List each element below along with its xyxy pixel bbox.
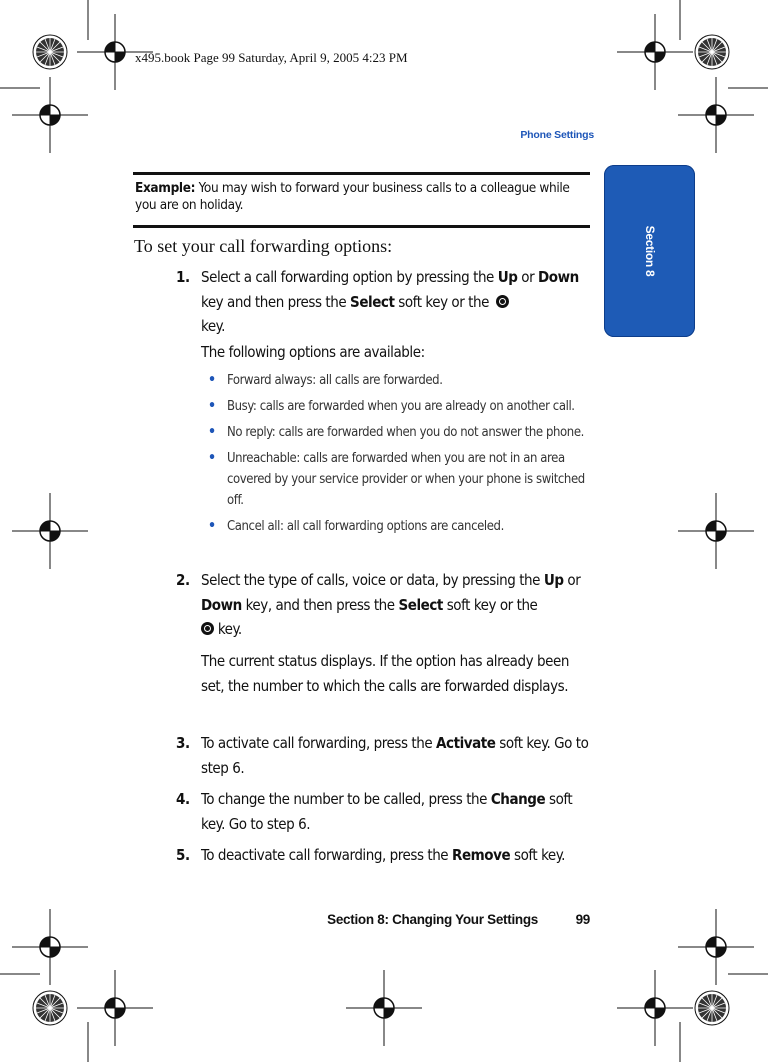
section-tab-label: Section 8 bbox=[642, 225, 657, 277]
step-1 bbox=[176, 265, 596, 339]
bullet-dot: • bbox=[208, 450, 216, 466]
key-name: Change bbox=[490, 790, 546, 808]
step-text: soft key. Go to step 6. bbox=[201, 734, 589, 777]
procedure-intro: To set your call forwarding options: bbox=[134, 236, 393, 256]
list-item bbox=[208, 448, 603, 511]
step-text: key, and then press the bbox=[241, 595, 399, 614]
key-name: Activate bbox=[436, 734, 496, 752]
list-item-text: Cancel all: all call forwarding options are canceled. bbox=[227, 519, 504, 534]
list-item-text: No reply: calls are forwarded when you do not answer the phone. bbox=[227, 425, 584, 440]
key-name: Down bbox=[538, 268, 579, 286]
key-name: Remove bbox=[452, 846, 511, 864]
bullet-dot: • bbox=[208, 424, 216, 440]
step-text: soft key. bbox=[510, 846, 565, 864]
example-bottom-rule bbox=[133, 225, 590, 228]
step-number: 4. bbox=[176, 790, 190, 808]
section-tab bbox=[604, 165, 695, 337]
step-3 bbox=[176, 731, 596, 780]
step-number: 5. bbox=[176, 846, 190, 864]
step-text: soft key or the bbox=[442, 595, 538, 614]
key-name: Select bbox=[350, 292, 395, 311]
list-item bbox=[208, 396, 603, 417]
bullet-dot: • bbox=[208, 518, 216, 534]
step-text: To deactivate call forwarding, press the bbox=[201, 846, 453, 864]
step-5 bbox=[176, 843, 596, 868]
example-text: You may wish to forward your business calls to a colleague while you are on holiday. bbox=[135, 180, 570, 213]
step-text: To activate call forwarding, press the bbox=[201, 734, 437, 752]
list-item bbox=[208, 422, 603, 443]
running-head: Phone Settings bbox=[520, 129, 594, 141]
step-2 bbox=[176, 568, 596, 642]
step-text: Select the type of calls, voice or data, by pressing the bbox=[201, 571, 544, 589]
step-text: or bbox=[563, 571, 581, 589]
list-item-text: Busy: calls are forwarded when you are already on another call. bbox=[227, 399, 575, 414]
list-item-text: Forward always: all calls are forwarded. bbox=[227, 373, 443, 388]
options-list bbox=[208, 370, 603, 542]
list-item bbox=[208, 516, 603, 537]
key-name: Down bbox=[201, 595, 242, 614]
list-item-text: Unreachable: calls are forwarded when you are not in an area covered by your service provider or when your phone is switched off. bbox=[227, 451, 585, 508]
key-name: Up bbox=[497, 268, 518, 286]
ok-key-icon bbox=[496, 295, 509, 308]
step-text: To change the number to be called, press the bbox=[201, 790, 491, 808]
example-label: Example: bbox=[135, 180, 196, 196]
step-number: 1. bbox=[176, 268, 190, 286]
status-paragraph: The current status displays. If the option has already been set, the number to which the calls are forwarded displays. bbox=[201, 652, 569, 695]
print-slug: x495.book Page 99 Saturday, April 9, 2005 4:23 PM bbox=[135, 50, 408, 65]
bullet-dot: • bbox=[208, 398, 216, 414]
step-number: 3. bbox=[176, 734, 190, 752]
page-number: 99 bbox=[575, 912, 590, 927]
key-name: Select bbox=[398, 595, 443, 614]
footer-section-title: Section 8: Changing Your Settings bbox=[327, 912, 538, 927]
key-name: Up bbox=[543, 571, 564, 589]
list-item bbox=[208, 370, 603, 391]
bullet-dot: • bbox=[208, 372, 216, 388]
example-top-rule bbox=[133, 172, 590, 175]
step-4 bbox=[176, 787, 596, 836]
step-text: soft key. Go to step 6. bbox=[201, 790, 573, 833]
step-text: key. bbox=[201, 317, 225, 335]
step-text: or bbox=[517, 268, 539, 286]
step-text: key. bbox=[214, 620, 242, 638]
step-text: key and then press the bbox=[201, 292, 351, 311]
step-text: Select a call forwarding option by pressing the bbox=[201, 268, 498, 286]
step-text: soft key or the bbox=[394, 292, 493, 311]
example-box bbox=[135, 180, 587, 214]
ok-key-icon bbox=[201, 622, 214, 635]
options-intro: The following options are available: bbox=[201, 343, 425, 361]
step-number: 2. bbox=[176, 571, 190, 589]
